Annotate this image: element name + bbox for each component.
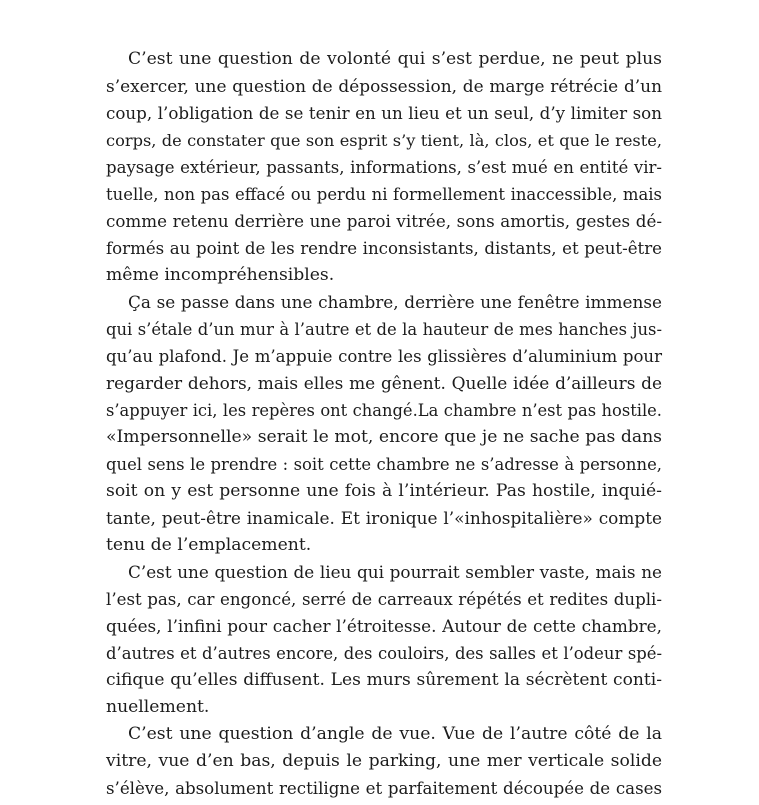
text-line: cifique qu’elles diffusent. Les murs sûrement la sécrètent conti-	[106, 670, 662, 690]
text-line: C’est une question d’angle de vue. Vue de l’autre côté de la	[128, 724, 662, 744]
text-line: tenu de l’emplacement.	[106, 535, 312, 555]
text-line: C’est une question de lieu qui pourrait sembler vaste, mais ne	[128, 562, 662, 582]
text-line: quel sens le prendre : soit cette chambre ne s’adresse à personne,	[106, 455, 662, 474]
text-line: qu’au plafond. Je m’appuie contre les glissières d’aluminium pour	[106, 347, 662, 366]
text-line: nuellement.	[106, 697, 210, 717]
text-line: tuelle, non pas effacé ou perdu ni formellement inaccessible, mais	[106, 185, 662, 204]
text-line: d’autres et d’autres encore, des couloirs, des salles et l’odeur spé-	[106, 644, 662, 663]
paragraph-1	[106, 46, 662, 289]
text-line: regarder dehors, mais elles me gênent. Quelle idée d’ailleurs de	[106, 373, 662, 393]
paragraph-4	[106, 721, 662, 802]
text-line: qui s’étale d’un mur à l’autre et de la hauteur de mes hanches jus-	[106, 320, 662, 339]
text-line: «Impersonnelle» serait le mot, encore que je ne sache pas dans	[106, 427, 662, 447]
text-line: vitre, vue d’en bas, depuis le parking, une mer verticale solide	[106, 751, 662, 771]
text-line: s’élève, absolument rectiligne et parfaitement découpée de cases	[106, 779, 662, 798]
document-page	[106, 46, 662, 802]
text-line: comme retenu derrière une paroi vitrée, sons amortis, gestes dé-	[106, 211, 662, 231]
text-line: soit on y est personne une fois à l’intérieur. Pas hostile, inquié-	[106, 481, 662, 501]
text-line: Ça se passe dans une chambre, derrière une fenêtre immense	[128, 292, 662, 312]
text-line: s’appuyer ici, les repères ont changé.La chambre n’est pas hostile.	[106, 401, 662, 420]
paragraph-2	[106, 289, 662, 559]
text-line: même incompréhensibles.	[106, 265, 335, 285]
text-line: l’est pas, car engoncé, serré de carreaux répétés et redites dupli-	[106, 590, 662, 609]
paragraph-3	[106, 559, 662, 721]
text-line: corps, de constater que son esprit s’y tient, là, clos, et que le reste,	[106, 131, 662, 150]
text-line: formés au point de les rendre inconsistants, distants, et peut-être	[106, 239, 662, 258]
text-line: tante, peut-être inamicale. Et ironique l’«inhospitalière» compte	[106, 508, 662, 528]
text-line: C’est une question de volonté qui s’est perdue, ne peut plus	[128, 49, 662, 69]
text-line: quées, l’infini pour cacher l’étroitesse. Autour de cette chambre,	[106, 616, 662, 636]
text-line: s’exercer, une question de dépossession, de marge rétrécie d’un	[106, 76, 662, 96]
text-line: paysage extérieur, passants, informations, s’est mué en entité vir-	[106, 158, 662, 177]
text-line: coup, l’obligation de se tenir en un lieu et un seul, d’y limiter son	[106, 103, 662, 123]
